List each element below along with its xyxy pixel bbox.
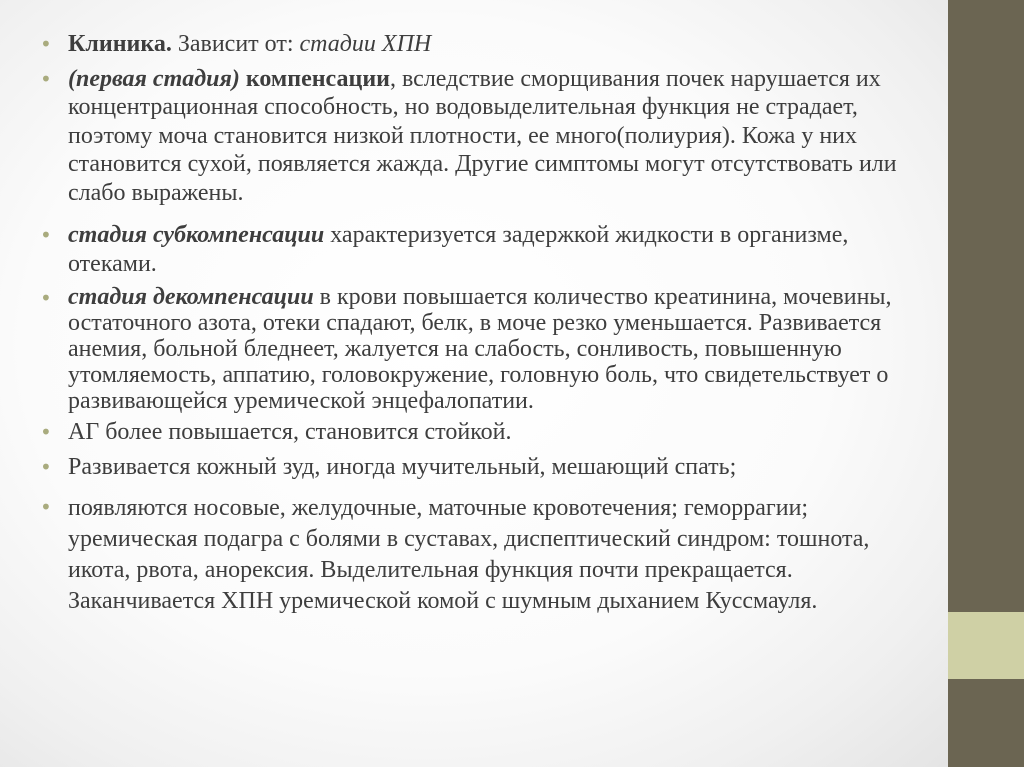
bullet-list bbox=[40, 30, 910, 617]
bullet-item-bleeding bbox=[40, 493, 910, 617]
text-run: (первая стадия) bbox=[68, 65, 240, 92]
bullet-marker: • bbox=[40, 420, 52, 444]
text-run: , вследствие сморщивания почек нарушается их концентрационная способность, но водовыделительная функция не страдает, поэтому моча становится низкой плотности, ее много(полиурия). Кожа у них становится сухой, появляется жажда. Другие симптомы могут отсутствовать или слабо выражены. bbox=[68, 65, 897, 206]
bullet-marker: • bbox=[40, 495, 52, 519]
text-run: характеризуется задержкой жидкости в организме, отеками. bbox=[68, 222, 849, 277]
bullet-marker: • bbox=[40, 286, 52, 310]
sidebar-band bbox=[948, 0, 1024, 767]
text-run: Клиника. bbox=[68, 31, 172, 57]
bullet-text bbox=[68, 284, 892, 414]
bullet-text bbox=[68, 66, 897, 206]
bullet-marker: • bbox=[40, 32, 52, 56]
bullet-item-compensation bbox=[40, 65, 910, 208]
text-run: АГ более повышается, становится стойкой. bbox=[68, 419, 512, 445]
bullet-text bbox=[68, 495, 869, 614]
bullet-text bbox=[68, 222, 848, 277]
text-run: стадии ХПН bbox=[299, 31, 432, 57]
text-run: в крови повышается количество креатинина, мочевины, остаточного азота, отеки спадают, белк, в моче резко уменьшается. Развивается анемия, больной бледнеет, жалуется на слабость, сонливость, повышенную утомляемость, аппатию, головокружение, головную боль, что свидетельствует о развивающейся уремической энцефалопатии. bbox=[68, 284, 892, 414]
text-run: Развивается кожный зуд, иногда мучительный, мешающий спать; bbox=[68, 453, 737, 480]
text-run: стадия декомпенсации bbox=[68, 284, 314, 310]
bullet-text bbox=[68, 31, 431, 57]
bullet-text bbox=[68, 419, 511, 445]
text-run: Зависит от: bbox=[171, 31, 300, 57]
bullet-item-hypertension bbox=[40, 418, 910, 447]
text-run: появляются носовые, желудочные, маточные кровотечения; геморрагии; уремическая подагра с болями в суставах, диспептический синдром: тошнота, икота, рвота, анорексия. Выделительная функция почти прекращается. Заканчивается ХПН уремической комой с шумным дыханием Куссмауля. bbox=[68, 495, 870, 614]
bullet-marker: • bbox=[40, 454, 52, 479]
bullet-marker: • bbox=[40, 66, 52, 91]
bullet-item-subcompensation bbox=[40, 221, 910, 278]
bullet-item-clinic bbox=[40, 30, 910, 59]
text-run: стадия субкомпенсации bbox=[68, 222, 325, 248]
sidebar-accent-block bbox=[948, 612, 1024, 679]
bullet-item-itching bbox=[40, 453, 910, 482]
bullet-marker: • bbox=[40, 223, 52, 247]
bullet-item-decompensation bbox=[40, 284, 910, 414]
bullet-text bbox=[68, 454, 736, 480]
text-run: компенсации bbox=[245, 65, 390, 92]
